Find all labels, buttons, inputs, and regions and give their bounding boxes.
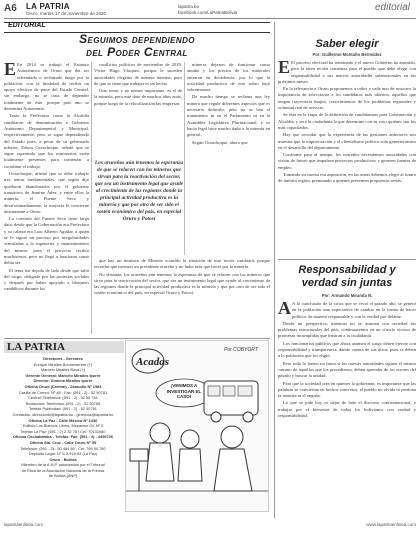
column-divider: [184, 62, 185, 255]
opinion-author: Por: Guillermo Montaño Bermúdez: [312, 52, 382, 57]
paragraph: Los funcionarios públicos que ahora asumen el cargo deben ejercer con responsabilidad y transparencia, dando cuenta de sus actos, pues se deben a la población que los eligió.: [278, 340, 416, 359]
web-link[interactable]: lapatria.bo: [178, 4, 200, 9]
masthead-title: LA PATRIA: [4, 341, 124, 353]
paragraph: E El proceso electoral ha terminado y el nuevo Gobierno ha asumido, pero la tarea recién comienza para el pueblo que debe elegir con responsabilidad a sus nuevas autoridades subnacionales en los próximos meses.: [278, 60, 416, 84]
paragraph: Otro tema, y no menos importante, es el de la minería, pero este dato de muchos años atrás, porque luego de la relocalización las empresas: [94, 88, 182, 106]
masthead-line: de Ética de la Asociación Nacional de la Prensa: [21, 467, 105, 473]
opinion-body: [278, 60, 416, 256]
editorial-column-1: [4, 62, 89, 334]
drop-cap: A: [278, 301, 291, 318]
masthead-line: Depósito Legal: N° 5-3-919-83 (La Paz): [28, 451, 98, 457]
character-body-icon: [178, 449, 202, 481]
paragraph: que hay un ministro de Minería ocurrido la situación de este sector cambiará, porque recordar que tuvimos un presidente orureño y no hubo más que hacer por la minería.: [94, 258, 270, 270]
character-head-icon: [150, 423, 170, 443]
opinion2-body: [278, 301, 416, 518]
bubble-text: ¡VENIMOS A INVESTIGAR EL CASO!: [166, 383, 202, 399]
cartoon-drawing: [126, 341, 268, 511]
paragraph: En la relevancia a Oruro proponemos a todos y cada uno de nosotros la importancia de seleccionar a los candidatos más idóneos, aquellos que tengan trayectoria limpia, conocimientos de los problemas regionales y voluntad real de servicio.: [278, 86, 416, 111]
masthead-staff: [4, 356, 122, 479]
paragraph: No obstante, los orureños aún tenemos la esperanza de que se relacen con los mineros que sirva para la reactivación del sector, que sea un instrumento legal que ayude al crecimiento de las regiones donde la principal actividad productiva es la minería y que por otro de ser sido el sostén económico del país, en especial Oruro y Potosí.: [94, 271, 270, 296]
facebook-link[interactable]: facebook.com/LaPatriaBolivia: [178, 10, 238, 15]
masthead-line: Miembro de la A.N.P. autorizados por el Tribunal: [21, 462, 105, 468]
opinion2-title: [278, 264, 416, 290]
cartoon: [125, 340, 269, 512]
sign-icon: [130, 449, 148, 461]
editorial-label: EDITORIAL: [8, 22, 46, 29]
character-body-icon: [214, 449, 252, 491]
masthead-line: Oficina La Paz - Calle México Nº 1430: [28, 417, 98, 423]
column-divider: [91, 62, 92, 334]
masthead-line: Enrique Miralles Bonnecarrere (†): [33, 361, 93, 367]
paragraph: Conforme pasa el tiempo, los orureños necesitamos autoridades con visión de futuro que impulsen proyectos productivos y generen fuentes de empleo.: [278, 152, 416, 170]
opinion2-author: Por: Armando Miranda N.: [321, 293, 373, 298]
paragraph: A A la conclusión de la crisis que se vivió el pasado año, se generó en la población una expectativa de cambio en la forma de hacer política, de manera responsable y con la verdad por delante.: [278, 301, 416, 319]
footer-right[interactable]: www.lapatriaenlinea.com: [366, 522, 416, 527]
masthead-line: Directores - Gerentes: [43, 356, 83, 361]
editorial-title-line1: Seguimos dependiendo: [79, 32, 195, 46]
page-divider: [274, 22, 275, 518]
masthead-line: Director: Ximena Miralles Iporre: [33, 378, 93, 384]
masthead-line: Redacción: Telefónica: (591 - 2) - 52 50785: [25, 400, 101, 406]
paragraph: La cuestión del Puente Seco tiene larga data, desde que la Gobernación era Prefectura y su cabeza era Luis Alberto Aguilar, a quién se le siguió un proceso por irregularidades vinculadas a la ingeniería y mantenimiento del mismo, pues el proyecto recibió muchísimos, pero no llegó a funcionar como debía ser.: [4, 216, 89, 266]
page-number: A6: [4, 3, 17, 14]
paragraph: El tema fue dejado de lado desde que salió del cargo, obligado por las protestas sociales y después por haber apoyado a bloqueos vandálicos durante los: [4, 267, 89, 292]
pull-quote: Los orureños aún tenemos la esperanza de que se relacen con los mineros que sirvan para la reactivación del sector, que sea un instrumento legal que ayude al crecimiento de las regiones donde la principal actividad productiva es la minería y que por otro de ser sido el sostén económico del país, en especial Oruro y Potosí: [94, 160, 184, 222]
masthead-line: Central: Telefónica: (591 - 2) - 52 55 781: [28, 395, 98, 401]
paragraph: Oczachoque, afirmó que se debe trabajar tres temas fundamentales, que según dijo quedaron abandonados por el gobierno transitorio de Jeanine Áñez, y entre ellos la minería, el Puente Seco y desafortunadamente, la mayoría le concierne únicamente a Oruro.: [4, 171, 89, 214]
section-divider: [278, 259, 416, 260]
editorial-column-2-bottom: [94, 258, 270, 336]
masthead-line: Oruro - Bolivia: [49, 456, 77, 462]
masthead-line: Telefax La Paz: (591 - 2) 2 32 78 / Cel: 70131680: [20, 428, 106, 434]
opinion2-title-line1: Responsabilidad y: [298, 264, 396, 276]
drop-cap: E: [278, 60, 291, 77]
paragraph: E En 2014 se trabajó el Estatuto Autonómico de Oruro que iba ser refrendado o rechazado luego por la población, con la finalidad de recibir un apoyo efectivo de parte del Estado Central, sin embargo, no se trata de depender totalmente de éste, porque pais uno se denomina Autonomía.: [4, 62, 89, 112]
masthead-line: de Bolivia (ANP): [48, 473, 78, 479]
editorial-title-line2: del Poder Central: [86, 45, 188, 59]
masthead-line: Gerente General: Marcelo Miralles Iporre: [25, 372, 101, 378]
cartoon-signature: Por COBYORT: [224, 347, 258, 353]
opinion2-title-line2: verdad sin juntas: [301, 277, 393, 289]
header-divider: [4, 18, 416, 19]
paper-name: LA PATRIA: [26, 2, 70, 11]
character-body-icon: [146, 443, 174, 481]
character-head-icon: [181, 430, 199, 448]
drop-cap: E: [4, 62, 17, 79]
web-links: [178, 4, 237, 16]
masthead-line: Edificio Los Blancos Libres, Mezanine Of. Nº 3: [22, 423, 104, 429]
paragraph: Se está en la etapa de la definición de candidaturas para Gobernación y Alcaldía, y será la ciudadanía la que determine con su voto quiénes son los más capacitados.: [278, 112, 416, 130]
paragraph: Según Oczachoque, ahora que: [192, 139, 248, 145]
paragraph: conflictos políticos de noviembre de 2019, Víctor Hugo Vásquez, porque le suceden autoridades elegidas de manera interina, pero de que se tiene que trabajar es un hecho.: [94, 62, 182, 86]
paragraph: Pero todo lo bueno no basta si las nuevas autoridades siguen el mismo camino de aquellos que los precedieron, deben aprender de los errores del pasado y buscar la unidad.: [278, 360, 416, 379]
masthead-line: Oficina Sta. Cruz - Calle Oruro Nº 59: [29, 439, 97, 445]
cartoon-logo: Acadas: [136, 356, 169, 368]
masthead-line: Telefax Publicidad: (591 - 2) - 52 50781: [29, 406, 97, 412]
bottom-divider: [4, 338, 270, 339]
editorial-column-2: [94, 62, 182, 156]
footer-left[interactable]: lapatriaenlinea.com: [4, 522, 44, 527]
paragraph: mineras dejaron de funcionar como antaño y los precios de los minerales entraron en decadencia, por lo que la actividad productiva de este rubro bajó sobremanera.: [187, 62, 270, 93]
paragraph: Tomando en cuenta esa aspiración, en las urnas debemos elegir al futuro de nuestra región, premiando a quienes presenten propuestas serias.: [278, 172, 416, 184]
masthead-line: Oficina Cochabamba - Telefax: Fax: (591 - 4) - 4496726: [12, 434, 114, 440]
editorial-column-3: [187, 62, 270, 256]
date-line: Oruro, martes 17 de noviembre de 2020: [26, 11, 107, 16]
paragraph: Para que la sociedad crea en quienes la gobiernan, es importante que las palabras se conviertan en hechos concretos; el pueblo no olvida ni perdona la mentira ni el engaño.: [278, 380, 416, 399]
masthead-line: Marcelo Miralles Bová (†): [40, 367, 86, 373]
section-name: editorial: [374, 2, 410, 13]
editorial-title: [4, 33, 270, 59]
character-head-icon: [221, 426, 243, 448]
paragraph: De mucho tiempo se reclama una ley minera que regule diferentes aspectos que es necesario definirlo, pero no se han el tratamiento ni en el Parlamento ni en la Asamblea Legislativa Plurinacional, y se hacía legal hace mucho daño a la minería en general.: [187, 94, 270, 138]
paragraph: Desde mi perspectiva, mientras no se asuman con seriedad los problemas estructurales del país, continuaremos en un círculo vicioso de promesas incumplidas que frustran a la ciudadanía.: [278, 320, 416, 339]
paragraph: Lo que se pide hoy es dejar de lado el discurso confrontacional, y trabajar por el bienestar de todos los bolivianos con verdad y responsabilidad.: [278, 400, 416, 419]
paragraph: Tanto la Prefectura como la Alcaldía cambiaron de denominación a Gobierno Autónomo Departamental y Municipal, respectivamente, pero se sigue dependiendo del Estado pues, a pesar de su gobernado inferior, Edson Oczachoque, señaló que se sigue esperando que los ministerios estén totalmente presentes para comenzar a coordinar el trabajo.: [4, 113, 89, 169]
opinion-title: Saber elegir: [315, 38, 379, 50]
masthead-line: Oficina Oruro (Central) - Zamudio Nº 1583: [24, 383, 102, 389]
masthead-line: Contactos: direcciontv@lapatria.bo - gerencia@lapatria.bo: [12, 411, 114, 417]
footer: [4, 522, 416, 527]
masthead-line: Casilla de Correo: Nº 48 - Fax: (591 - 2) - 52 50781: [18, 389, 108, 395]
paragraph: Hay que recordar que la experiencia de las gestiones anteriores nos muestra que la improvisación y el clientelismo político solo generan atraso en el desarrollo del departamento.: [278, 132, 416, 150]
masthead-line: Telefonos: (591 - 3) - 50 484 89 - Cel: 799 50 780: [20, 445, 106, 451]
